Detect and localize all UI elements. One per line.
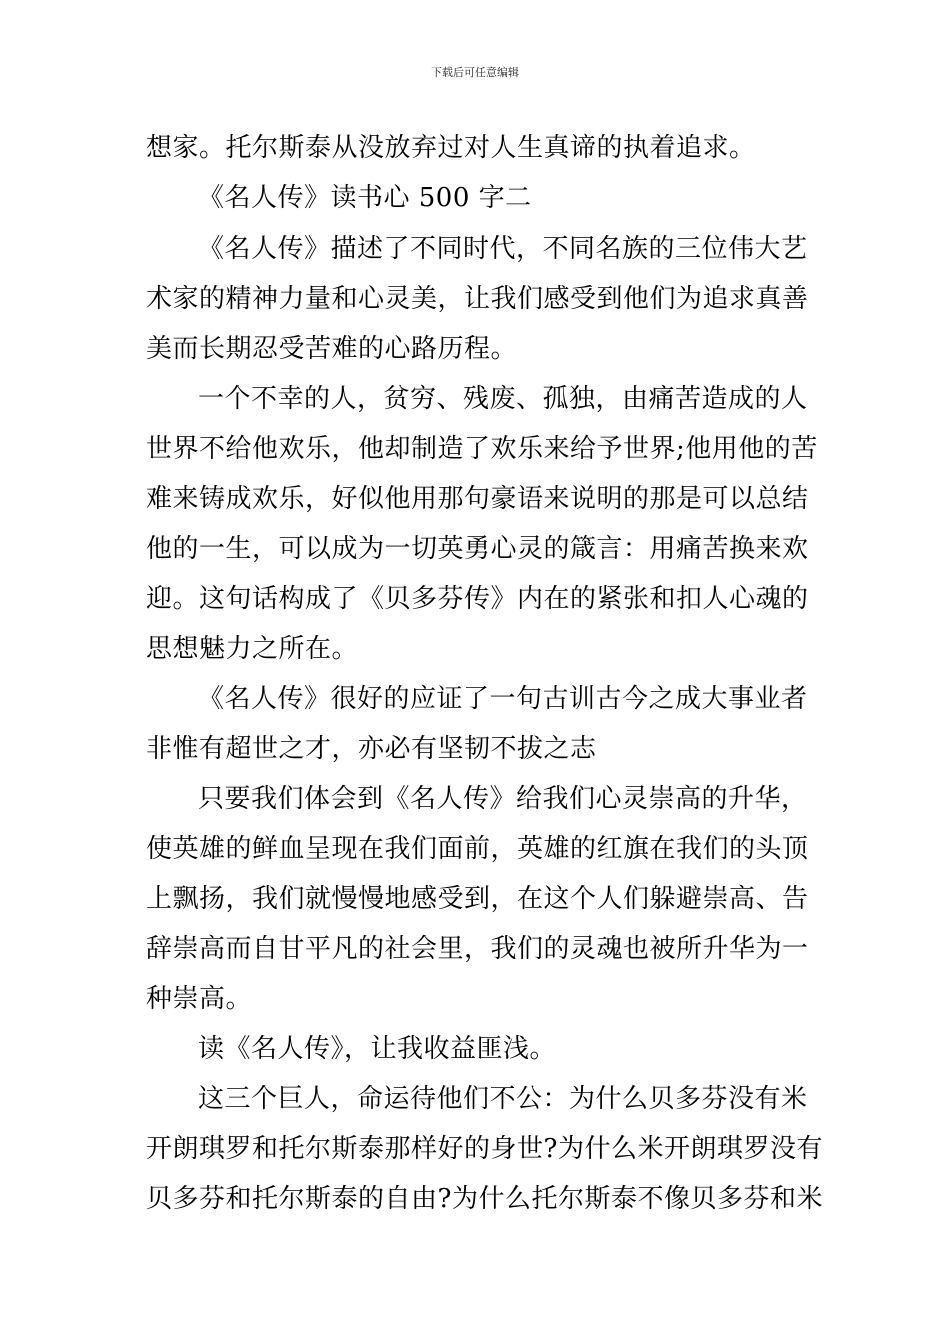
text-line: 美而长期忍受苦难的心路历程。 [146, 334, 518, 364]
text-line: 使英雄的鲜血呈现在我们面前，英雄的红旗在我们的头顶 [146, 834, 809, 864]
text-line: 想家。托尔斯泰从没放弃过对人生真谛的执着追求。 [146, 133, 756, 163]
paragraph-first-line: 只要我们体会到《名人传》给我们心灵崇高的升华， [198, 784, 808, 814]
paragraph-first-line: 读《名人传》，让我收益匪浅。 [198, 1034, 557, 1064]
text-line: 非惟有超世之才，亦必有坚韧不拔之志 [146, 734, 597, 764]
text-line: 上飘扬，我们就慢慢地感受到，在这个人们躲避崇高、告 [146, 884, 809, 914]
text-line: 迎。这句话构成了《贝多芬传》内在的紧张和扣人心魂的 [146, 584, 809, 614]
text-line: 世界不给他欢乐，他却制造了欢乐来给予世界;他用他的苦 [146, 434, 818, 464]
page-header: 下载后可任意编辑 [431, 66, 519, 79]
section-heading: 《名人传》读书心 500 字二 [198, 183, 532, 213]
text-line: 辞崇高而自甘平凡的社会里，我们的灵魂也被所升华为一 [146, 934, 809, 964]
text-line: 思想魅力之所在。 [146, 634, 359, 664]
paragraph-first-line: 《名人传》描述了不同时代，不同名族的三位伟大艺 [198, 234, 808, 264]
text-line: 难来铸成欢乐，好似他用那句豪语来说明的那是可以总结 [146, 484, 809, 514]
text-line: 开朗琪罗和托尔斯泰那样好的身世?为什么米开朗琪罗没有 [146, 1134, 823, 1164]
text-line: 贝多芬和托尔斯泰的自由?为什么托尔斯泰不像贝多芬和米 [146, 1184, 823, 1214]
text-line: 术家的精神力量和心灵美，让我们感受到他们为追求真善 [146, 284, 809, 314]
paragraph-first-line: 《名人传》很好的应证了一句古训古今之成大事业者 [198, 684, 808, 714]
paragraph-first-line: 一个不幸的人，贫穷、残废、孤独，由痛苦造成的人 [198, 384, 808, 414]
text-line: 种崇高。 [146, 984, 253, 1014]
text-line: 他的一生，可以成为一切英勇心灵的箴言：用痛苦换来欢 [146, 534, 809, 564]
paragraph-first-line: 这三个巨人，命运待他们不公：为什么贝多芬没有米 [198, 1084, 808, 1114]
